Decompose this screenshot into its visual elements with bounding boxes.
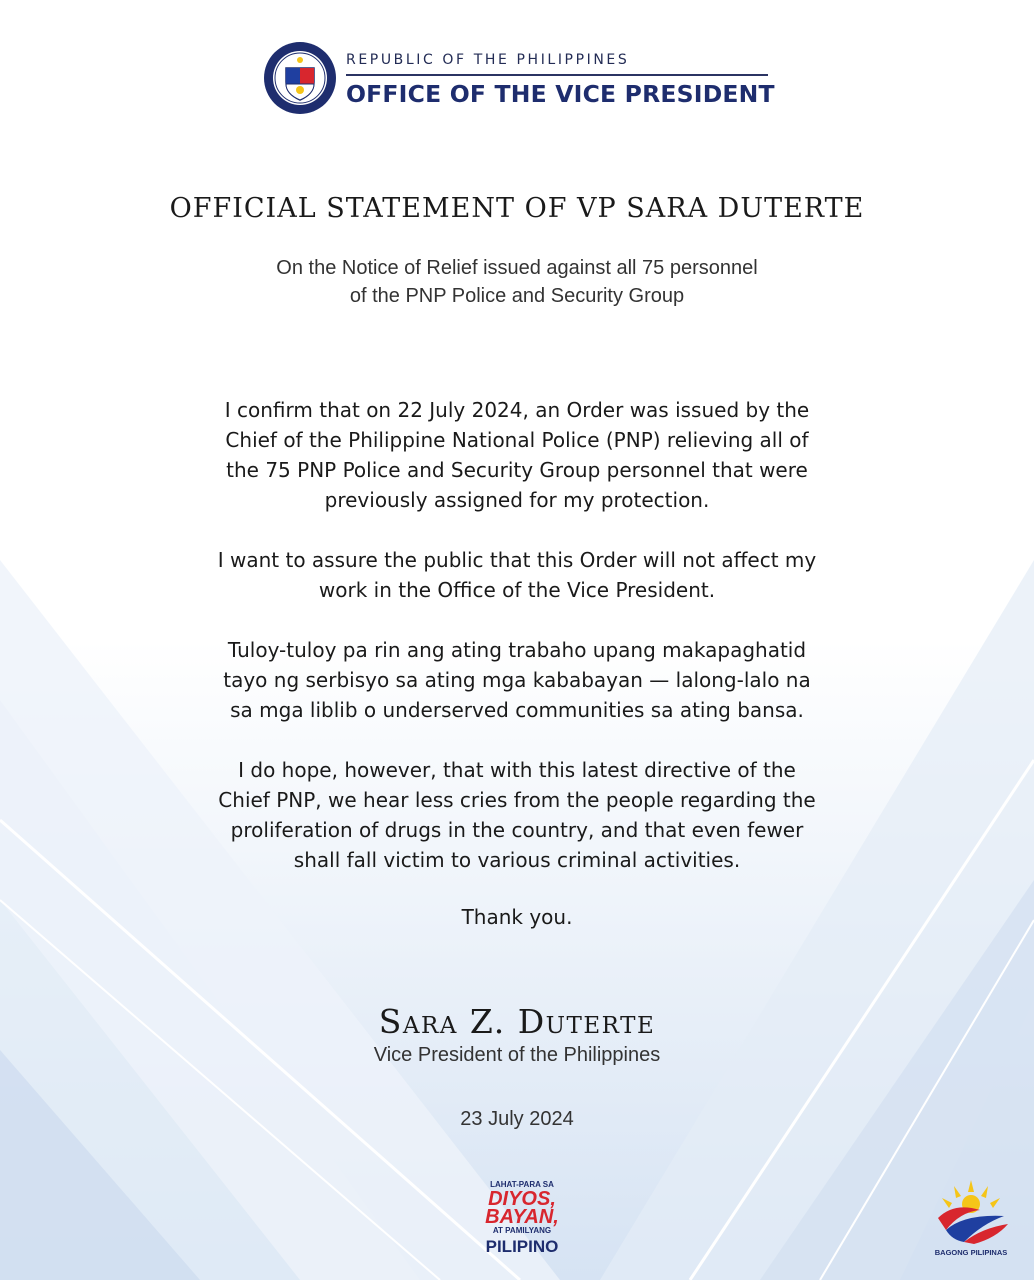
paragraph-1: [100, 395, 934, 515]
statement-date: 23 July 2024: [460, 1108, 574, 1130]
slogan-line1: LAHAT-PARA SA: [490, 1180, 554, 1189]
header-divider: [346, 74, 768, 76]
slogan-line4: AT PAMILYANG: [492, 1226, 552, 1235]
header: [262, 40, 775, 120]
subtitle-line: of the PNP Police and Security Group: [349, 285, 685, 307]
slogan-line5: PILIPINO: [485, 1237, 559, 1256]
paragraph-line: previously assigned for my protection.: [324, 488, 710, 512]
paragraph-line: work in the Office of the Vice President.: [318, 578, 716, 602]
office-name: OFFICE OF THE VICE PRESIDENT: [346, 80, 775, 108]
paragraph-line: proliferation of drugs in the country, and that even fewer: [230, 818, 804, 842]
paragraph-3: [100, 635, 934, 725]
closing-text: Thank you.: [461, 905, 573, 929]
ovp-seal-icon: [262, 40, 338, 116]
paragraph-line: tayo ng serbisyo sa ating mga kababayan — lalong-lalo na: [223, 668, 811, 692]
paragraph-line: the 75 PNP Police and Security Group personnel that were: [226, 458, 808, 482]
subtitle-line: On the Notice of Relief issued against all 75 personnel: [276, 257, 758, 279]
lahat-para-sa-diyos-bayan-pilipino-logo: [472, 1178, 572, 1256]
signer-name: Sara Z. Duterte: [378, 1002, 656, 1041]
statement-subtitle: [0, 254, 1034, 310]
paragraph-line: Chief PNP, we hear less cries from the people regarding the: [218, 788, 816, 812]
slogan-line3: BAYAN,: [485, 1206, 559, 1228]
statement-title: OFFICIAL STATEMENT OF VP SARA DUTERTE: [169, 193, 865, 224]
paragraph-2: [100, 545, 934, 605]
signer-title: Vice President of the Philippines: [373, 1044, 661, 1066]
slogan-line2: DIYOS,: [488, 1188, 556, 1210]
paragraph-line: sa mga liblib o underserved communities sa ating bansa.: [230, 698, 804, 722]
paragraph-line: I confirm that on 22 July 2024, an Order was issued by the: [224, 398, 810, 422]
bagong-pilipinas-logo: [924, 1178, 1018, 1258]
paragraph-line: Chief of the Philippine National Police (PNP) relieving all of: [225, 428, 809, 452]
republic-label: REPUBLIC OF THE PHILIPPINES: [346, 52, 630, 68]
paragraph-line: shall fall victim to various criminal activities.: [293, 848, 741, 872]
paragraph-line: Tuloy-tuloy pa rin ang ating trabaho upang makapaghatid: [227, 638, 807, 662]
paragraph-line: I want to assure the public that this Order will not affect my: [217, 548, 817, 572]
paragraph-4: [100, 755, 934, 875]
bagong-pilipinas-label: BAGONG PILIPINAS: [934, 1248, 1008, 1257]
statement-body: [100, 395, 934, 905]
paragraph-line: I do hope, however, that with this latest directive of the: [238, 758, 796, 782]
